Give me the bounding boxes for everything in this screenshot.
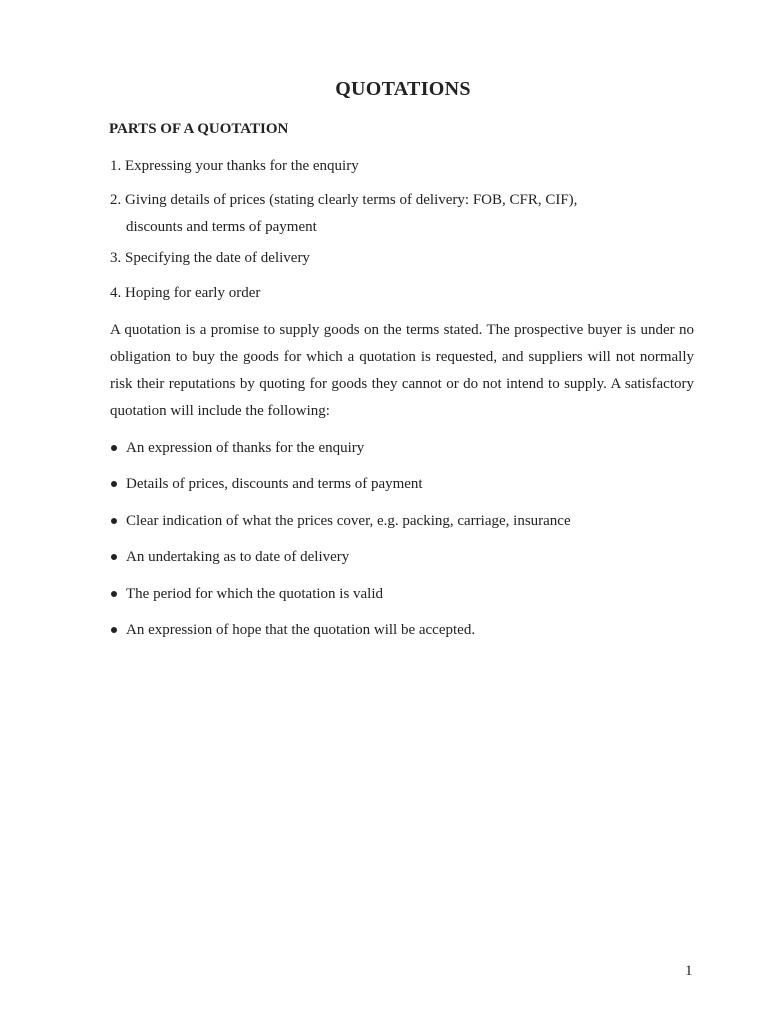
bullet-icon <box>111 554 117 560</box>
bullet-icon <box>111 627 117 633</box>
page-title: QUOTATIONS <box>335 78 471 100</box>
bullet-item <box>110 546 694 582</box>
list-item: 1. Expressing your thanks for the enquiry <box>110 158 359 174</box>
bullet-text: Clear indication of what the prices cover, e.g. packing, carriage, insurance <box>126 512 571 529</box>
list-item <box>110 187 694 241</box>
section-heading: PARTS OF A QUOTATION <box>109 121 289 137</box>
page-number: 1 <box>685 963 693 979</box>
bullet-item <box>110 583 694 619</box>
list-item: 4. Hoping for early order <box>110 285 261 301</box>
list-item: 3. Specifying the date of delivery <box>110 250 310 266</box>
bullet-text: The period for which the quotation is valid <box>126 585 384 602</box>
bullet-list <box>110 437 694 655</box>
bullet-icon <box>111 481 117 487</box>
bullet-item <box>110 473 694 509</box>
bullet-text: An expression of thanks for the enquiry <box>126 440 365 456</box>
bullet-icon <box>111 445 117 451</box>
bullet-text: Details of prices, discounts and terms of payment <box>126 476 423 493</box>
bullet-icon <box>111 591 117 597</box>
bullet-text: An undertaking as to date of delivery <box>126 549 350 566</box>
bullet-icon <box>111 518 117 524</box>
bullet-item <box>110 437 694 473</box>
bullet-text: An expression of hope that the quotation will be accepted. <box>126 621 476 638</box>
body-paragraph: A quotation is a promise to supply goods on the terms stated. The prospective buyer is under no obligation to buy the goods for which a quotation is requested, and suppliers will not normally risk their reputations by quoting for goods they cannot or do not intend to supply. A satisfactory quotation will include the following: <box>110 322 694 419</box>
list-item-continuation: discounts and terms of payment <box>126 219 317 235</box>
bullet-item <box>110 619 694 655</box>
numbered-list <box>110 155 694 317</box>
bullet-item <box>110 510 694 546</box>
list-item-text: 2. Giving details of prices (stating clearly terms of delivery: FOB, CFR, CIF), <box>110 192 578 208</box>
